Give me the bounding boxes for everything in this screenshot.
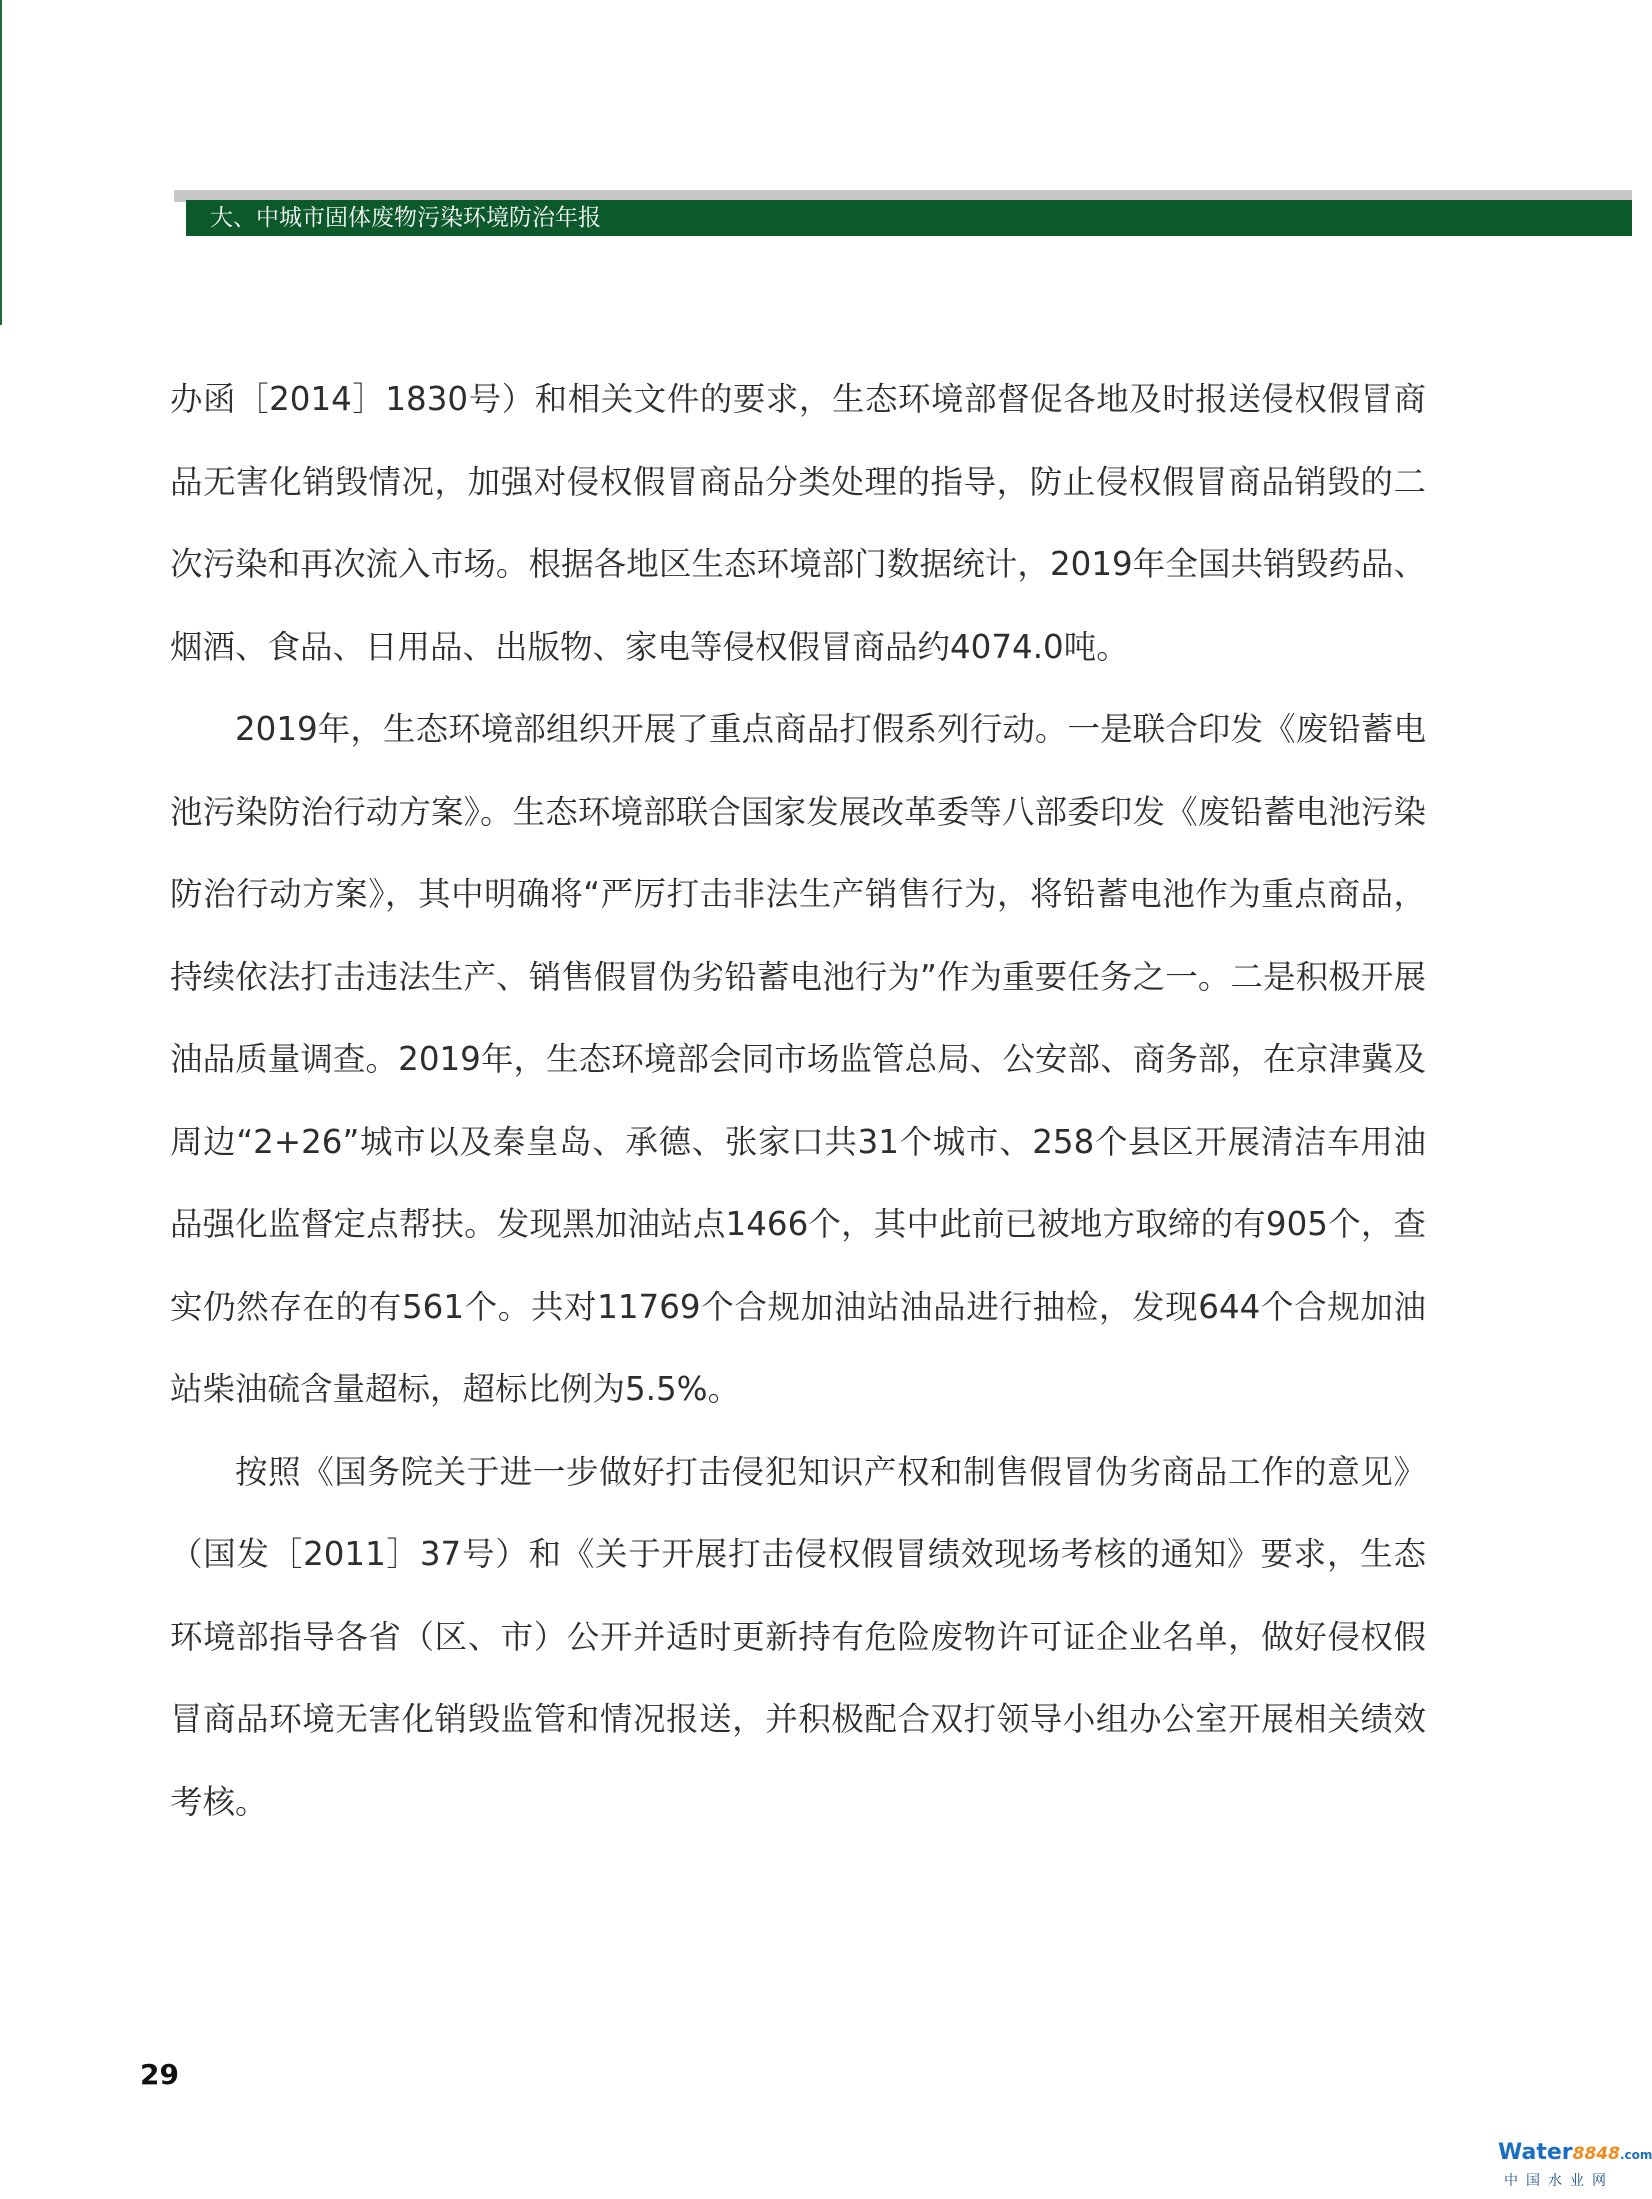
watermark-subtitle: 中国水业网: [1504, 2173, 1614, 2189]
paragraph-1: 办函［2014］1830号）和相关文件的要求，生态环境部督促各地及时报送侵权假冒商品无害化销毁情况，加强对侵权假冒商品分类处理的指导，防止侵权假冒商品销毁的二次污染和再次流入市场。根据各地区生态环境部门数据统计，2019年全国共销毁药品、烟酒、食品、日用品、出版物、家电等侵权假冒商品约4074.0吨。: [170, 380, 1426, 666]
watermark-brand-num: 8848: [1572, 2144, 1620, 2164]
watermark-brand-suffix: .com: [1619, 2148, 1652, 2162]
document-body: [170, 358, 1426, 1843]
page-number: 29: [140, 2058, 179, 2091]
paragraph-2: 2019年，生态环境部组织开展了重点商品打假系列行动。一是联合印发《废铅蓄电池污染防治行动方案》。生态环境部联合国家发展改革委等八部委印发《废铅蓄电池污染防治行动方案》，其中明确将“严厉打击非法生产销售行为，将铅蓄电池作为重点商品，持续依法打击违法生产、销售假冒伪劣铅蓄电池行为”作为重要任务之一。二是积极开展油品质量调查。2019年，生态环境部会同市场监管总局、公安部、商务部，在京津冀及周边“2+26”城市以及秦皇岛、承德、张家口共31个城市、258个县区开展清洁车用油品强化监督定点帮扶。发现黑加油站点1466个，其中此前已被地方取缔的有905个，查实仍然存在的有561个。共对11769个合规加油站油品进行抽检，发现644个合规加油站柴油硫含量超标，超标比例为5.5%。: [170, 710, 1426, 1408]
watermark-brand: [1498, 2140, 1652, 2165]
section-header-title: 大、中城市固体废物污染环境防治年报: [210, 205, 601, 231]
watermark-brand-main: Water: [1498, 2140, 1573, 2165]
water8848-watermark-logo: [1498, 2140, 1652, 2196]
left-margin-rule: [0, 0, 2, 325]
paragraph-3: 按照《国务院关于进一步做好打击侵犯知识产权和制售假冒伪劣商品工作的意见》（国发［2011］37号）和《关于开展打击侵权假冒绩效现场考核的通知》要求，生态环境部指导各省（区、市）公开并适时更新持有危险废物许可证企业名单，做好侵权假冒商品环境无害化销毁监管和情况报送，并积极配合双打领导小组办公室开展相关绩效考核。: [170, 1452, 1426, 1821]
